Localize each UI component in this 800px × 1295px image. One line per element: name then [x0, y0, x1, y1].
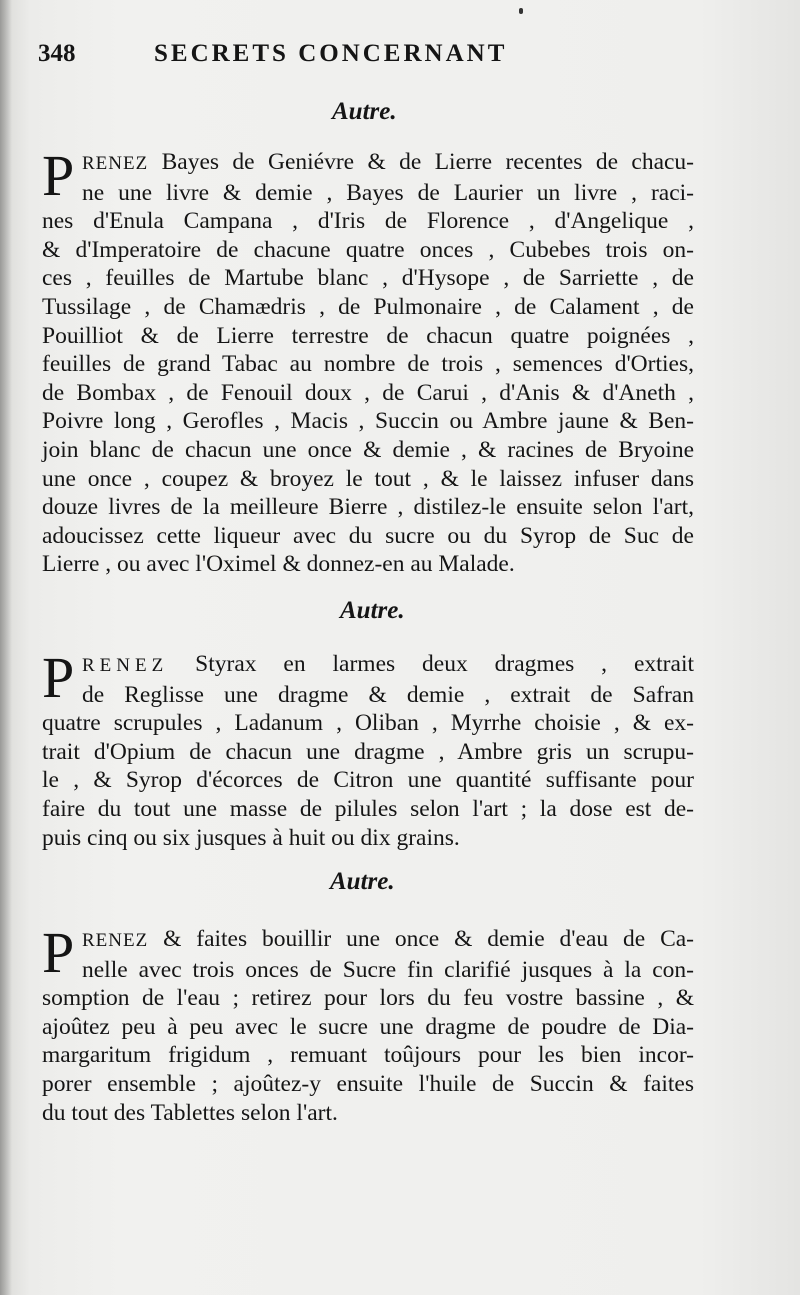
text-line: join blanc de chacun une once & demie , & racines de Bryoine [42, 436, 694, 463]
text-line: somption de l'eau ; retirez pour lors du feu vostre bassine , & [42, 985, 694, 1012]
text-line: puis cinq ou six jusques à huit ou dix grains. [42, 824, 460, 851]
text-line: feuilles de grand Tabac au nombre de trois , semences d'Orties, [42, 351, 694, 378]
section-heading: Autre. [340, 597, 405, 624]
text-line: Lierre , ou avec l'Oximel & donnez-en au Malade. [42, 551, 515, 578]
text-line: RENEZ Bayes de Geniévre & de Lierre recentes de chacu- [82, 149, 695, 175]
text-line: le , & Syrop d'écorces de Citron une quantité suffisante pour [42, 767, 694, 794]
first-word: RENEZ [82, 930, 149, 951]
ink-speck [519, 8, 523, 14]
text-line: ajoûtez peu à peu avec le sucre une dragme de poudre de Dia- [42, 1013, 694, 1040]
first-word: RENEZ [82, 153, 149, 174]
text-line: RENEZ Styrax en larmes deux dragmes , extrait [82, 651, 694, 677]
text-line: quatre scrupules , Ladanum , Oliban , Myrrhe choisie , & ex- [42, 710, 694, 737]
section-heading: Autre. [332, 98, 397, 125]
text-line: trait d'Opium de chacun une dragme , Ambre gris un scrupu- [42, 738, 694, 765]
text-line: Pouilliot & de Lierre terrestre de chacun quatre poignées , [42, 322, 694, 349]
text-line: & d'Imperatoire de chacune quatre onces , Cubebes trois on- [42, 236, 694, 263]
drop-cap: P [42, 645, 75, 710]
running-head [38, 40, 598, 76]
text-line: nelle avec trois onces de Sucre fin clarifié jusques à la con- [82, 956, 694, 983]
text-line: douze livres de la meilleure Bierre , distilez-le ensuite selon l'art, [42, 494, 694, 521]
text-line: ces , feuilles de Martube blanc , d'Hysope , de Sarriette , de [42, 265, 694, 292]
drop-cap: P [42, 143, 75, 208]
text-line: adoucissez cette liqueur avec du sucre ou du Syrop de Suc de [42, 522, 694, 549]
text-line: de Reglisse une dragme & demie , extrait de Safran [82, 681, 694, 708]
recipe-paragraph [42, 645, 694, 852]
first-word: RENEZ [82, 655, 169, 676]
text-line: une once , coupez & broyez le tout , & le laissez infuser dans [42, 465, 694, 492]
text-line: du tout des Tablettes selon l'art. [42, 1099, 338, 1126]
text-line: de Bombax , de Fenouil doux , de Carui , d'Anis & d'Aneth , [42, 379, 694, 406]
text-line: faire du tout une masse de pilules selon l'art ; la dose est de- [42, 795, 694, 822]
binding-shadow [0, 0, 12, 1295]
running-title: SECRETS CONCERNANT [154, 40, 508, 67]
drop-cap: P [42, 920, 75, 985]
text-line: RENEZ & faites bouillir une once & demie d'eau de Ca- [82, 926, 694, 952]
text-line: margaritum frigidum , remuant toûjours pour les bien incor- [42, 1042, 694, 1069]
text-line: porer ensemble ; ajoûtez-y ensuite l'huile de Succin & faites [42, 1070, 694, 1097]
page-number: 348 [38, 40, 76, 67]
recipe-paragraph [42, 143, 695, 579]
text-line: Tussilage , de Chamædris , de Pulmonaire , de Calament , de [42, 293, 694, 320]
text-line: nes d'Enula Campana , d'Iris de Florence , d'Angelique , [42, 208, 694, 235]
text-line: Poivre long , Gerofles , Macis , Succin ou Ambre jaune & Ben- [42, 408, 694, 435]
text-line: ne une livre & demie , Bayes de Laurier un livre , raci- [82, 179, 694, 206]
recipe-paragraph [42, 920, 694, 1127]
section-heading: Autre. [330, 868, 395, 895]
